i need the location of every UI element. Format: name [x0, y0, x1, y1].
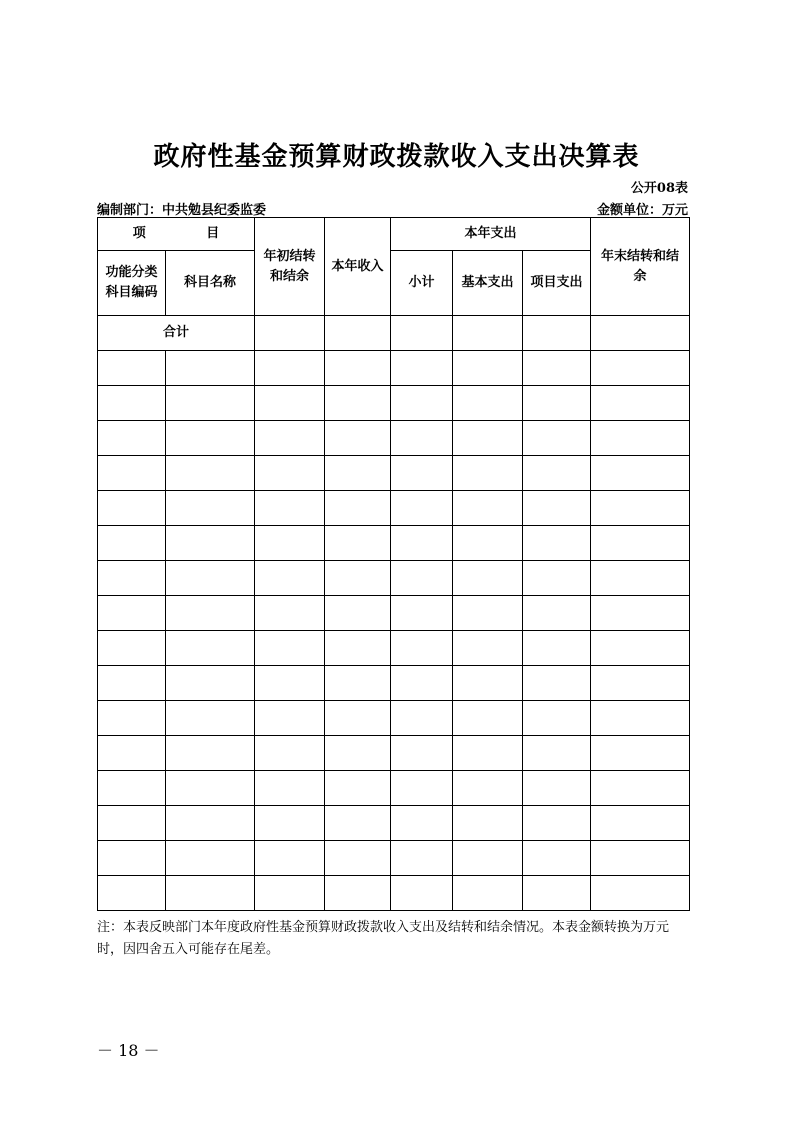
table-row	[98, 806, 690, 841]
amount-unit: 金额单位：万元	[596, 203, 688, 218]
table-row	[98, 736, 690, 771]
header-basic-expense: 基本支出	[453, 251, 523, 316]
total-label: 合计	[98, 316, 255, 351]
total-cell	[453, 316, 523, 351]
header-item: 项 目	[98, 218, 255, 251]
table-row	[98, 631, 690, 666]
header-expense-group: 本年支出	[391, 218, 591, 251]
budget-table	[97, 217, 690, 911]
header-subtotal: 小计	[391, 251, 453, 316]
form-number: 公开08表	[630, 181, 688, 196]
header-begin-balance: 年初结转和结余	[255, 218, 325, 316]
table-row	[98, 351, 690, 386]
total-cell	[255, 316, 325, 351]
table-row	[98, 701, 690, 736]
total-cell	[523, 316, 591, 351]
header-project-expense: 项目支出	[523, 251, 591, 316]
table-row	[98, 666, 690, 701]
header-func-code: 功能分类科目编码	[98, 251, 166, 316]
table-row	[98, 876, 690, 911]
table-row	[98, 491, 690, 526]
table-row	[98, 561, 690, 596]
page-number: － 18 －	[97, 1041, 160, 1060]
table-row	[98, 526, 690, 561]
total-cell	[325, 316, 391, 351]
table-row	[98, 386, 690, 421]
compiling-department: 编制部门：中共勉县纪委监委	[97, 203, 267, 218]
table-row	[98, 421, 690, 456]
total-row	[98, 316, 690, 351]
header-row-1	[98, 218, 690, 251]
header-subject-name: 科目名称	[166, 251, 255, 316]
header-income: 本年收入	[325, 218, 391, 316]
header-end-balance: 年末结转和结余	[591, 218, 690, 316]
total-cell	[591, 316, 690, 351]
table-row	[98, 456, 690, 491]
table-row	[98, 596, 690, 631]
table-row	[98, 841, 690, 876]
table-note: 注：本表反映部门本年度政府性基金预算财政拨款收入支出及结转和结余情况。本表金额转换为万元时，因四舍五入可能存在尾差。	[97, 920, 670, 957]
page-title: 政府性基金预算财政拨款收入支出决算表	[153, 142, 640, 172]
total-cell	[391, 316, 453, 351]
table-row	[98, 771, 690, 806]
